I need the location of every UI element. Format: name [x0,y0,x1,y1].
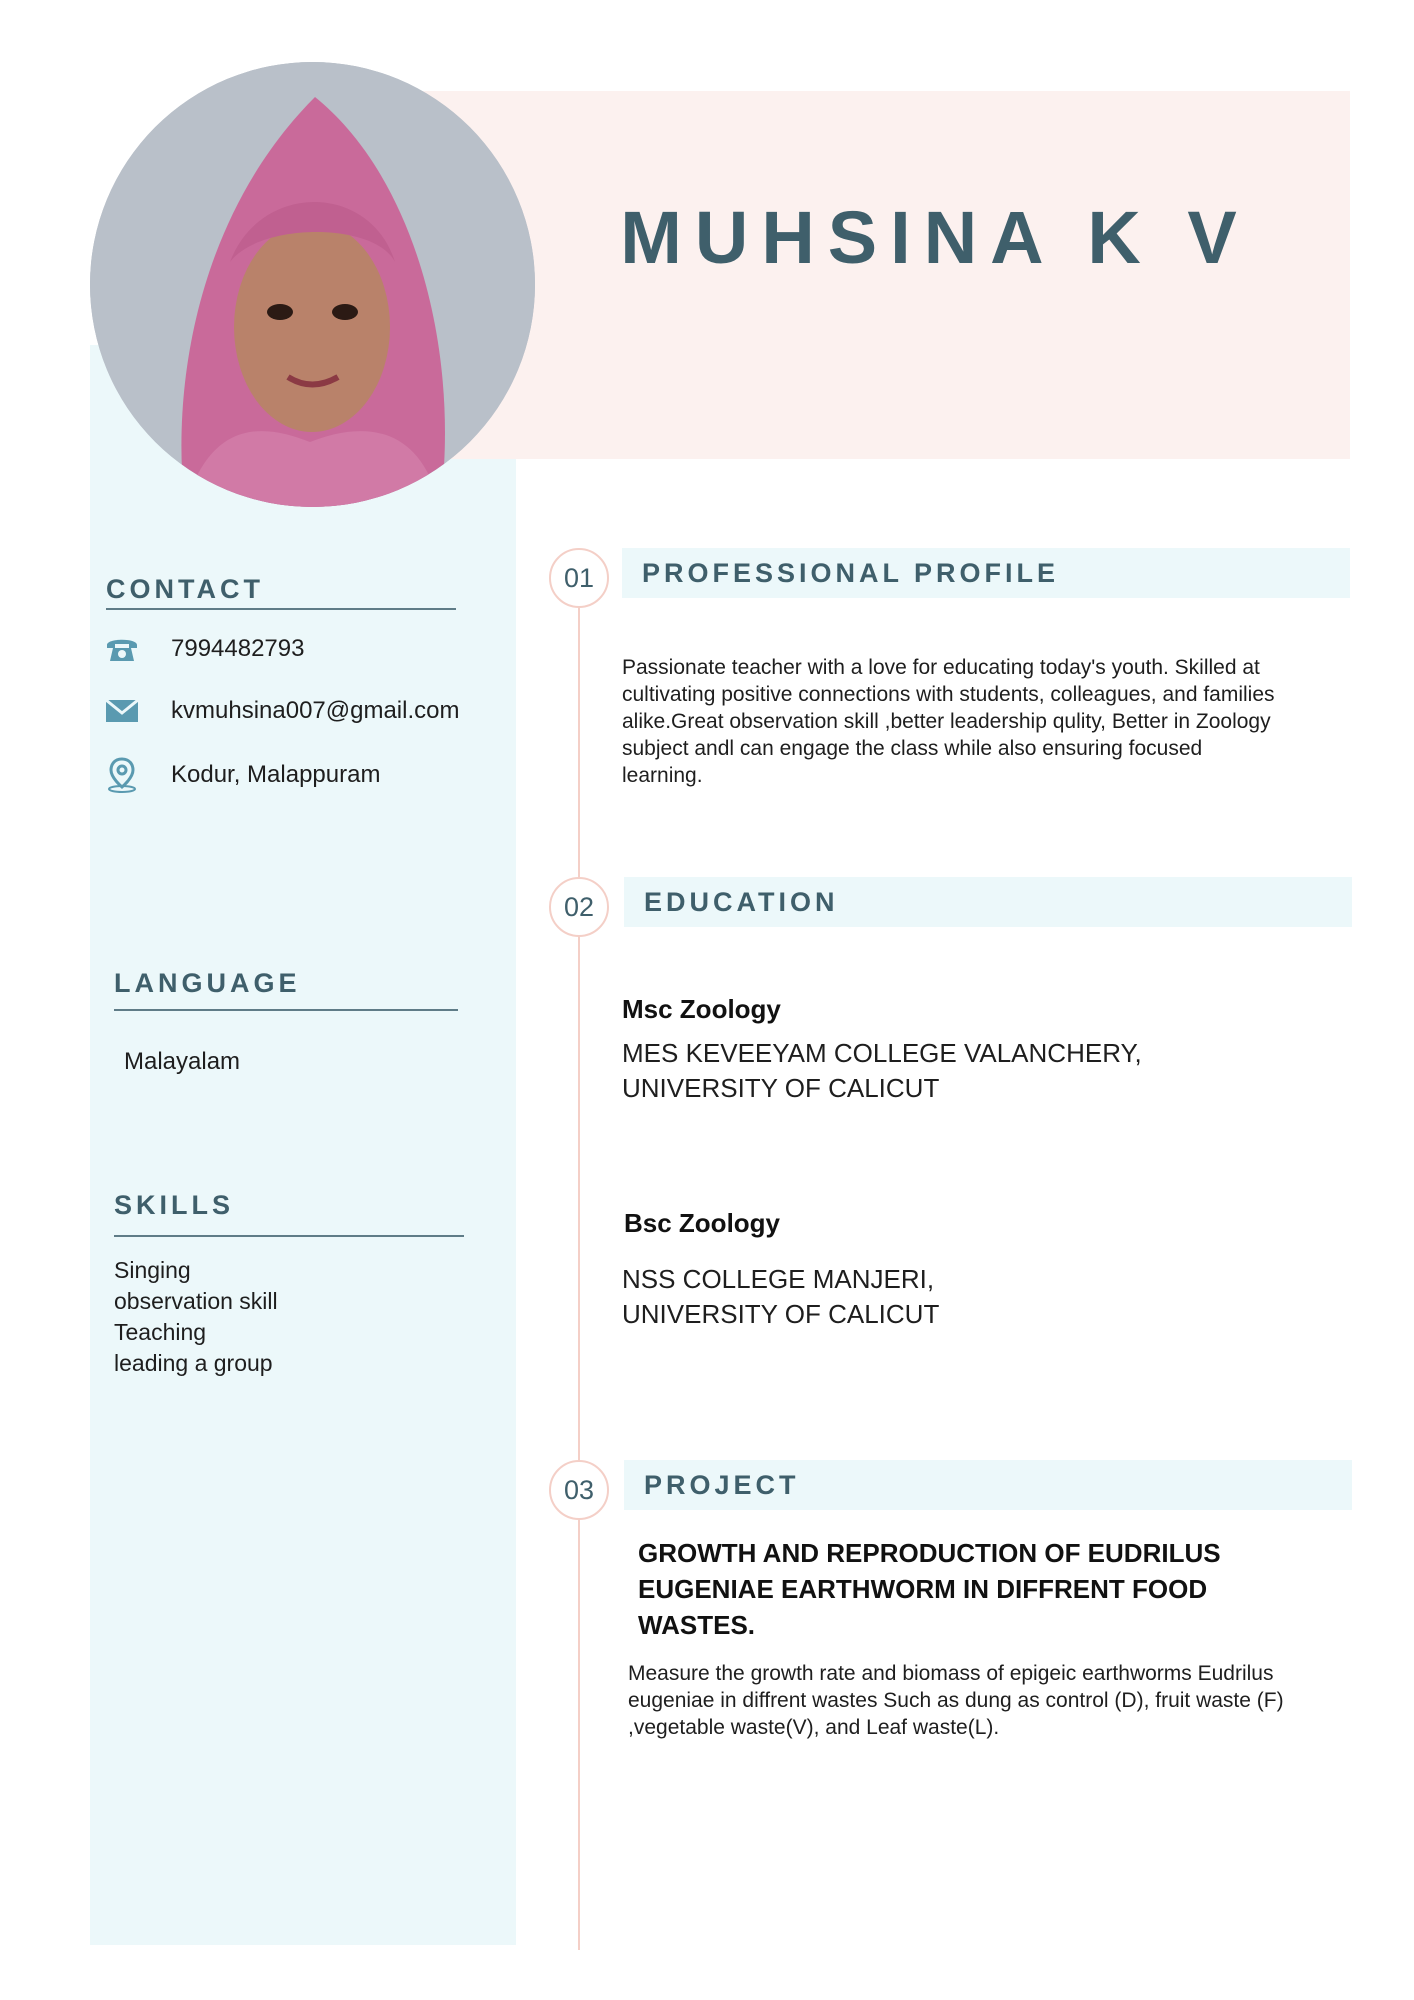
timeline-line [578,590,580,1950]
project-section-title: PROJECT [644,1469,800,1500]
education-section-title: EDUCATION [644,886,839,917]
institution-line: MES KEVEEYAM COLLEGE VALANCHERY, [622,1038,1142,1068]
skills-list [114,1255,278,1379]
email-address[interactable]: kvmuhsina007@gmail.com [171,697,460,724]
skills-heading: SKILLS [114,1190,235,1220]
institution [622,1036,1142,1106]
skill-item: observation skill [114,1288,278,1314]
contact-heading: CONTACT [106,574,264,604]
profile-line: cultivating positive connections with students, colleagues, and families [622,683,1275,706]
degree-title: Bsc Zoology [624,1208,781,1238]
contact-divider [106,608,456,610]
project-description [628,1660,1368,1741]
profile-photo [90,62,535,507]
institution [622,1262,939,1332]
degree-title: Msc Zoology [622,994,781,1024]
project-title-line: WASTES. [638,1610,756,1640]
institution-line: UNIVERSITY OF CALICUT [622,1073,940,1103]
profile-line: alike.Great observation skill ,better leadership qulity, Better in Zoology [622,710,1271,733]
candidate-name: MUHSINA K V [620,196,1250,279]
institution-line: NSS COLLEGE MANJERI, [622,1264,935,1294]
profile-section-header [622,548,1350,598]
education-section-header [624,877,1352,927]
profile-photo-illustration [90,62,535,507]
skill-item: Singing [114,1257,191,1283]
location-pin-icon [105,758,139,792]
project-line: ,vegetable waste(V), and Leaf waste(L). [628,1716,1000,1739]
project-line: Measure the growth rate and biomass of epigeic earthworms Eudrilus [628,1662,1274,1685]
contact-location [105,758,380,792]
project-section-header [624,1460,1352,1510]
language-item: Malayalam [124,1048,241,1075]
phone-icon [105,632,139,666]
project-line: eugeniae in diffrent wastes Such as dung as control (D), fruit waste (F) [628,1689,1284,1712]
contact-phone [105,632,304,666]
section-number: 03 [549,1460,609,1520]
profile-line: subject andl can engage the class while also ensuring focused [622,737,1203,760]
language-heading: LANGUAGE [114,968,301,998]
institution-line: UNIVERSITY OF CALICUT [622,1299,940,1329]
project-title-line: EUGENIAE EARTHWORM IN DIFFRENT FOOD [638,1574,1208,1604]
section-number: 02 [549,877,609,937]
profile-line: Passionate teacher with a love for educating today's youth. Skilled at [622,656,1260,679]
skill-item: Teaching [114,1319,207,1345]
section-number: 01 [549,548,609,608]
profile-line: learning. [622,764,703,787]
skill-item: leading a group [114,1350,273,1376]
location-text: Kodur, Malappuram [171,761,381,788]
project-title [638,1535,1278,1643]
profile-summary [622,654,1362,789]
project-title-line: GROWTH AND REPRODUCTION OF EUDRILUS [638,1538,1221,1568]
skills-divider [114,1235,464,1237]
phone-number[interactable]: 7994482793 [171,635,305,662]
profile-section-title: PROFESSIONAL PROFILE [642,557,1060,588]
language-divider [114,1009,458,1011]
contact-email [105,694,459,728]
email-icon [105,694,139,728]
